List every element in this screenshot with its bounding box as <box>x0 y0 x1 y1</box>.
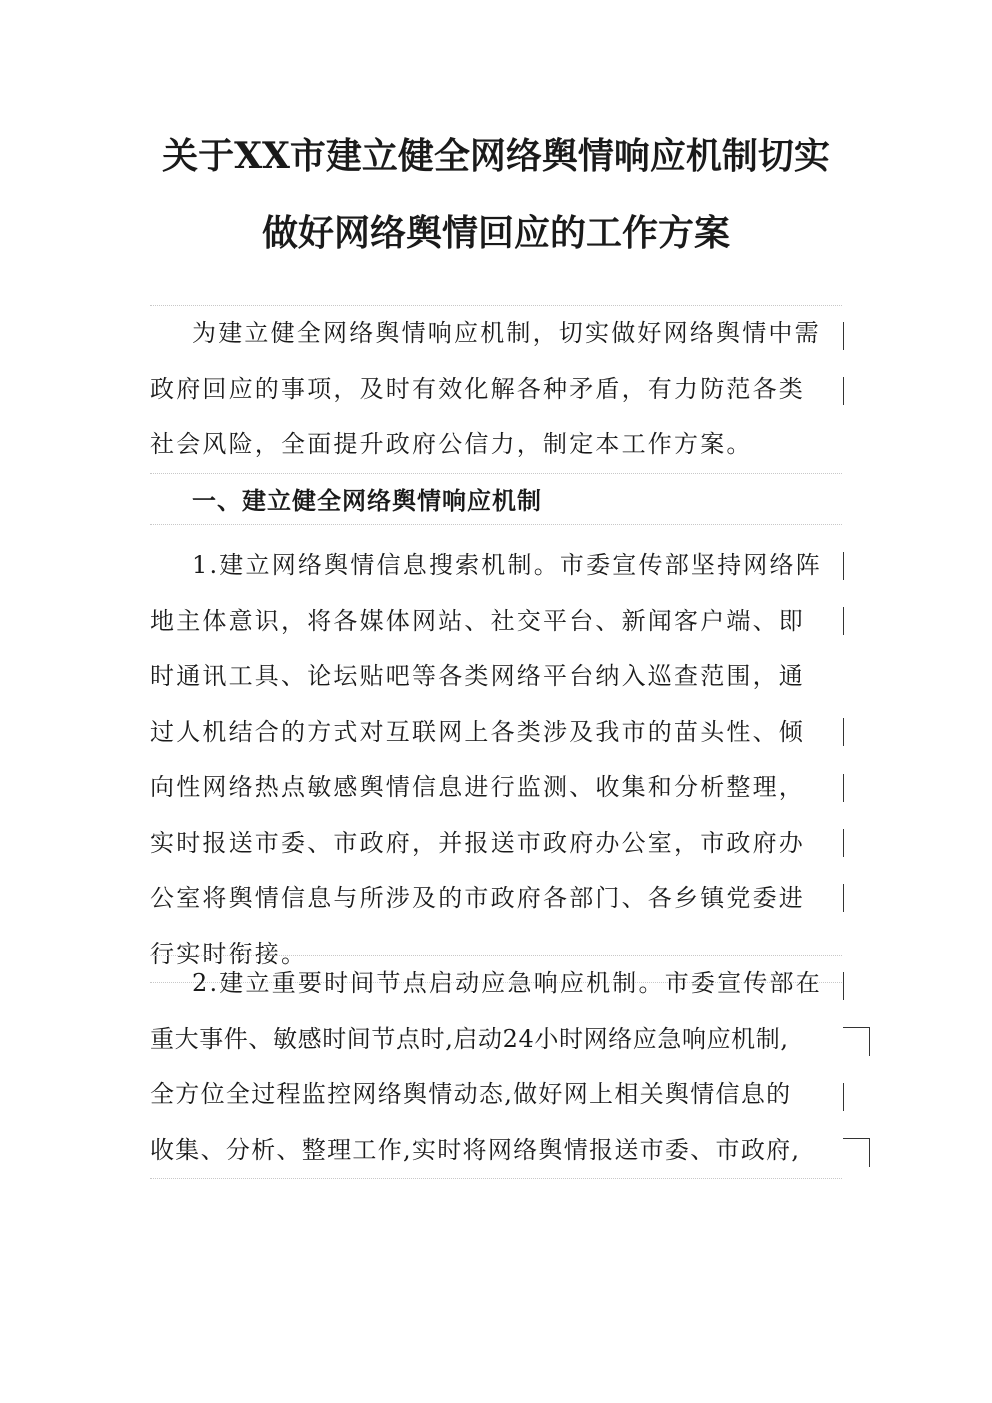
margin-mark <box>843 972 844 1000</box>
section-heading: 一、建立健全网络舆情响应机制 <box>150 477 842 525</box>
paragraph-line: 地主体意识，将各媒体网站、社交平台、新闻客户端、即 <box>150 606 805 635</box>
paragraph-line: 实时报送市委、市政府，并报送市政府办公室，市政府办 <box>150 828 805 857</box>
paragraph-line: 过人机结合的方式对互联网上各类涉及我市的苗头性、倾 <box>150 717 805 746</box>
item1-paragraph <box>150 538 842 983</box>
margin-mark <box>843 1083 844 1111</box>
document-title-line-1: 关于XX市建立健全网络舆情响应机制切实 <box>162 135 830 177</box>
paragraph-line: 社会风险，全面提升政府公信力，制定本工作方案。 <box>150 430 753 458</box>
margin-corner-mark <box>843 1138 870 1167</box>
intro-paragraph <box>150 305 842 474</box>
margin-corner-mark <box>843 1027 870 1056</box>
paragraph-line: 1.建立网络舆情信息搜索机制。市委宣传部坚持网络阵 <box>192 551 822 579</box>
paragraph-line: 公室将舆情信息与所涉及的市政府各部门、各乡镇党委进 <box>150 884 805 912</box>
paragraph-line: 2.建立重要时间节点启动应急响应机制。市委宣传部在 <box>192 969 822 997</box>
paragraph-line: 收集、分析、整理工作,实时将网络舆情报送市委、市政府, <box>150 1135 801 1164</box>
margin-mark <box>843 377 844 405</box>
margin-mark <box>843 884 844 912</box>
margin-mark <box>843 774 844 802</box>
margin-mark <box>843 718 844 746</box>
paragraph-line: 全方位全过程监控网络舆情动态,做好网上相关舆情信息的 <box>150 1080 792 1108</box>
margin-mark <box>843 607 844 635</box>
paragraph-line: 时通讯工具、论坛贴吧等各类网络平台纳入巡查范围，通 <box>150 662 805 690</box>
paragraph-line: 向性网络热点敏感舆情信息进行监测、收集和分析整理， <box>150 773 805 801</box>
document-title-line-2: 做好网络舆情回应的工作方案 <box>261 212 730 254</box>
paragraph-line: 重大事件、敏感时间节点时,启动24小时网络应急响应机制, <box>150 1024 789 1053</box>
item2-paragraph <box>150 955 842 1179</box>
margin-mark <box>843 552 844 580</box>
paragraph-line: 为建立健全网络舆情响应机制，切实做好网络舆情中需 <box>192 319 821 347</box>
margin-mark <box>843 322 844 350</box>
margin-mark <box>843 829 844 857</box>
paragraph-line: 行实时衔接。 <box>150 939 308 968</box>
paragraph-line: 政府回应的事项，及时有效化解各种矛盾，有力防范各类 <box>150 374 805 403</box>
